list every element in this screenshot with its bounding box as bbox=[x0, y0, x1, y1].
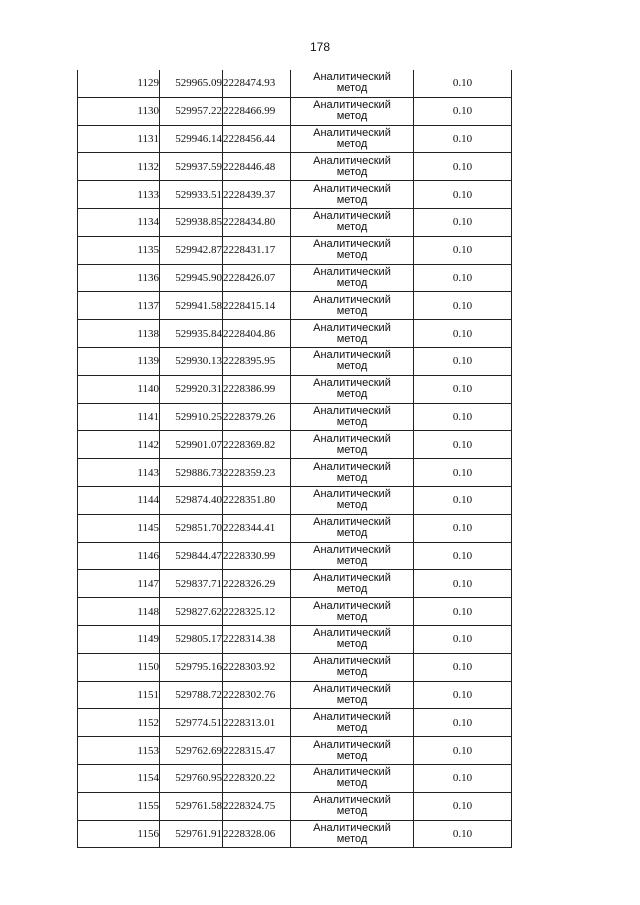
table-row bbox=[78, 709, 512, 737]
y-coordinate-cell: 2228303.92 bbox=[223, 653, 291, 681]
accuracy-cell: 0.10 bbox=[414, 542, 512, 570]
method-cell bbox=[291, 264, 414, 292]
table-row bbox=[78, 320, 512, 348]
method-line-1: Аналитический bbox=[313, 516, 391, 529]
table-row bbox=[78, 403, 512, 431]
method-line-2: метод bbox=[336, 360, 368, 373]
method-line-1: Аналитический bbox=[313, 126, 391, 139]
y-coordinate-cell: 2228404.86 bbox=[223, 320, 291, 348]
accuracy-cell: 0.10 bbox=[414, 153, 512, 181]
table-row bbox=[78, 542, 512, 570]
method-line-2: метод bbox=[336, 82, 368, 95]
x-coordinate-cell: 529910.25 bbox=[160, 403, 223, 431]
method-cell bbox=[291, 542, 414, 570]
point-number-cell: 1143 bbox=[78, 459, 160, 487]
table-row bbox=[78, 153, 512, 181]
x-coordinate-cell: 529941.58 bbox=[160, 292, 223, 320]
point-number-cell: 1152 bbox=[78, 709, 160, 737]
method-line-1: Аналитический bbox=[313, 682, 391, 695]
point-number-cell: 1145 bbox=[78, 514, 160, 542]
method-cell bbox=[291, 709, 414, 737]
method-line-2: метод bbox=[336, 110, 368, 123]
y-coordinate-cell: 2228320.22 bbox=[223, 764, 291, 792]
method-cell bbox=[291, 403, 414, 431]
accuracy-cell: 0.10 bbox=[414, 820, 512, 848]
y-coordinate-cell: 2228330.99 bbox=[223, 542, 291, 570]
table-row bbox=[78, 97, 512, 125]
coordinates-table-body bbox=[78, 70, 512, 848]
table-row bbox=[78, 737, 512, 765]
x-coordinate-cell: 529937.59 bbox=[160, 153, 223, 181]
method-line-2: метод bbox=[336, 554, 368, 567]
x-coordinate-cell: 529945.90 bbox=[160, 264, 223, 292]
method-line-1: Аналитический bbox=[313, 794, 391, 807]
y-coordinate-cell: 2228386.99 bbox=[223, 375, 291, 403]
point-number-cell: 1149 bbox=[78, 625, 160, 653]
method-line-1: Аналитический bbox=[313, 154, 391, 167]
y-coordinate-cell: 2228466.99 bbox=[223, 97, 291, 125]
page-number: 178 bbox=[309, 40, 331, 54]
method-line-2: метод bbox=[336, 527, 368, 540]
y-coordinate-cell: 2228474.93 bbox=[223, 70, 291, 97]
accuracy-cell: 0.10 bbox=[414, 764, 512, 792]
x-coordinate-cell: 529851.70 bbox=[160, 514, 223, 542]
method-line-1: Аналитический bbox=[313, 460, 391, 473]
method-line-1: Аналитический bbox=[313, 404, 391, 417]
method-line-2: метод bbox=[336, 666, 368, 679]
accuracy-cell: 0.10 bbox=[414, 681, 512, 709]
accuracy-cell: 0.10 bbox=[414, 431, 512, 459]
point-number-cell: 1156 bbox=[78, 820, 160, 848]
method-cell bbox=[291, 181, 414, 209]
method-line-1: Аналитический bbox=[313, 599, 391, 612]
accuracy-cell: 0.10 bbox=[414, 375, 512, 403]
method-line-1: Аналитический bbox=[313, 238, 391, 251]
method-cell bbox=[291, 764, 414, 792]
method-line-2: метод bbox=[336, 582, 368, 595]
accuracy-cell: 0.10 bbox=[414, 459, 512, 487]
accuracy-cell: 0.10 bbox=[414, 792, 512, 820]
x-coordinate-cell: 529957.22 bbox=[160, 97, 223, 125]
x-coordinate-cell: 529827.62 bbox=[160, 598, 223, 626]
point-number-cell: 1142 bbox=[78, 431, 160, 459]
point-number-cell: 1150 bbox=[78, 653, 160, 681]
accuracy-cell: 0.10 bbox=[414, 486, 512, 514]
table-row bbox=[78, 264, 512, 292]
y-coordinate-cell: 2228359.23 bbox=[223, 459, 291, 487]
accuracy-cell: 0.10 bbox=[414, 570, 512, 598]
method-line-1: Аналитический bbox=[313, 571, 391, 584]
method-line-2: метод bbox=[336, 693, 368, 706]
x-coordinate-cell: 529805.17 bbox=[160, 625, 223, 653]
x-coordinate-cell: 529874.40 bbox=[160, 486, 223, 514]
method-cell bbox=[291, 431, 414, 459]
accuracy-cell: 0.10 bbox=[414, 181, 512, 209]
point-number-cell: 1144 bbox=[78, 486, 160, 514]
method-line-2: метод bbox=[336, 749, 368, 762]
point-number-cell: 1130 bbox=[78, 97, 160, 125]
table-row bbox=[78, 347, 512, 375]
method-line-2: метод bbox=[336, 221, 368, 234]
method-cell bbox=[291, 681, 414, 709]
y-coordinate-cell: 2228434.80 bbox=[223, 208, 291, 236]
method-cell bbox=[291, 292, 414, 320]
y-coordinate-cell: 2228351.80 bbox=[223, 486, 291, 514]
method-cell bbox=[291, 97, 414, 125]
x-coordinate-cell: 529946.14 bbox=[160, 125, 223, 153]
method-line-2: метод bbox=[336, 193, 368, 206]
point-number-cell: 1135 bbox=[78, 236, 160, 264]
method-line-2: метод bbox=[336, 249, 368, 262]
point-number-cell: 1139 bbox=[78, 347, 160, 375]
x-coordinate-cell: 529774.51 bbox=[160, 709, 223, 737]
x-coordinate-cell: 529761.58 bbox=[160, 792, 223, 820]
x-coordinate-cell: 529920.31 bbox=[160, 375, 223, 403]
method-line-1: Аналитический bbox=[313, 349, 391, 362]
table-row bbox=[78, 486, 512, 514]
x-coordinate-cell: 529901.07 bbox=[160, 431, 223, 459]
point-number-cell: 1141 bbox=[78, 403, 160, 431]
method-line-2: метод bbox=[336, 610, 368, 623]
method-line-1: Аналитический bbox=[313, 655, 391, 668]
table-row bbox=[78, 820, 512, 848]
y-coordinate-cell: 2228446.48 bbox=[223, 153, 291, 181]
method-cell bbox=[291, 347, 414, 375]
y-coordinate-cell: 2228456.44 bbox=[223, 125, 291, 153]
method-line-2: метод bbox=[336, 471, 368, 484]
accuracy-cell: 0.10 bbox=[414, 97, 512, 125]
y-coordinate-cell: 2228344.41 bbox=[223, 514, 291, 542]
method-line-1: Аналитический bbox=[313, 488, 391, 501]
method-cell bbox=[291, 320, 414, 348]
accuracy-cell: 0.10 bbox=[414, 264, 512, 292]
accuracy-cell: 0.10 bbox=[414, 70, 512, 97]
y-coordinate-cell: 2228369.82 bbox=[223, 431, 291, 459]
table-row bbox=[78, 570, 512, 598]
x-coordinate-cell: 529965.09 bbox=[160, 70, 223, 97]
method-line-1: Аналитический bbox=[313, 321, 391, 334]
accuracy-cell: 0.10 bbox=[414, 598, 512, 626]
x-coordinate-cell: 529938.85 bbox=[160, 208, 223, 236]
method-cell bbox=[291, 514, 414, 542]
method-line-1: Аналитический bbox=[313, 99, 391, 112]
point-number-cell: 1147 bbox=[78, 570, 160, 598]
method-line-1: Аналитический bbox=[313, 627, 391, 640]
y-coordinate-cell: 2228395.95 bbox=[223, 347, 291, 375]
x-coordinate-cell: 529761.91 bbox=[160, 820, 223, 848]
method-line-2: метод bbox=[336, 443, 368, 456]
method-cell bbox=[291, 486, 414, 514]
point-number-cell: 1129 bbox=[78, 70, 160, 97]
y-coordinate-cell: 2228439.37 bbox=[223, 181, 291, 209]
x-coordinate-cell: 529762.69 bbox=[160, 737, 223, 765]
accuracy-cell: 0.10 bbox=[414, 236, 512, 264]
method-cell bbox=[291, 598, 414, 626]
method-cell bbox=[291, 375, 414, 403]
accuracy-cell: 0.10 bbox=[414, 709, 512, 737]
point-number-cell: 1131 bbox=[78, 125, 160, 153]
accuracy-cell: 0.10 bbox=[414, 125, 512, 153]
x-coordinate-cell: 529886.73 bbox=[160, 459, 223, 487]
table-row bbox=[78, 125, 512, 153]
table-row bbox=[78, 764, 512, 792]
method-line-1: Аналитический bbox=[313, 738, 391, 751]
table-row bbox=[78, 625, 512, 653]
point-number-cell: 1134 bbox=[78, 208, 160, 236]
method-line-2: метод bbox=[336, 388, 368, 401]
method-line-1: Аналитический bbox=[313, 377, 391, 390]
y-coordinate-cell: 2228313.01 bbox=[223, 709, 291, 737]
method-cell bbox=[291, 459, 414, 487]
x-coordinate-cell: 529760.95 bbox=[160, 764, 223, 792]
accuracy-cell: 0.10 bbox=[414, 292, 512, 320]
method-line-2: метод bbox=[336, 832, 368, 845]
x-coordinate-cell: 529933.51 bbox=[160, 181, 223, 209]
table-row bbox=[78, 236, 512, 264]
method-cell bbox=[291, 570, 414, 598]
method-line-1: Аналитический bbox=[313, 432, 391, 445]
method-cell bbox=[291, 153, 414, 181]
accuracy-cell: 0.10 bbox=[414, 403, 512, 431]
x-coordinate-cell: 529942.87 bbox=[160, 236, 223, 264]
method-line-1: Аналитический bbox=[313, 766, 391, 779]
method-line-2: метод bbox=[336, 137, 368, 150]
accuracy-cell: 0.10 bbox=[414, 320, 512, 348]
point-number-cell: 1151 bbox=[78, 681, 160, 709]
y-coordinate-cell: 2228326.29 bbox=[223, 570, 291, 598]
method-cell bbox=[291, 208, 414, 236]
table-row bbox=[78, 208, 512, 236]
x-coordinate-cell: 529837.71 bbox=[160, 570, 223, 598]
method-cell bbox=[291, 792, 414, 820]
method-cell bbox=[291, 625, 414, 653]
point-number-cell: 1154 bbox=[78, 764, 160, 792]
method-line-2: метод bbox=[336, 165, 368, 178]
method-line-2: метод bbox=[336, 304, 368, 317]
point-number-cell: 1153 bbox=[78, 737, 160, 765]
y-coordinate-cell: 2228324.75 bbox=[223, 792, 291, 820]
method-line-1: Аналитический bbox=[313, 265, 391, 278]
method-line-1: Аналитический bbox=[313, 210, 391, 223]
accuracy-cell: 0.10 bbox=[414, 347, 512, 375]
table-row bbox=[78, 70, 512, 97]
method-cell bbox=[291, 820, 414, 848]
table-row bbox=[78, 375, 512, 403]
y-coordinate-cell: 2228426.07 bbox=[223, 264, 291, 292]
y-coordinate-cell: 2228431.17 bbox=[223, 236, 291, 264]
method-line-2: метод bbox=[336, 276, 368, 289]
accuracy-cell: 0.10 bbox=[414, 625, 512, 653]
point-number-cell: 1133 bbox=[78, 181, 160, 209]
method-line-2: метод bbox=[336, 499, 368, 512]
method-line-2: метод bbox=[336, 332, 368, 345]
method-line-1: Аналитический bbox=[313, 543, 391, 556]
method-line-2: метод bbox=[336, 721, 368, 734]
coordinates-table bbox=[77, 70, 512, 848]
method-line-2: метод bbox=[336, 805, 368, 818]
accuracy-cell: 0.10 bbox=[414, 737, 512, 765]
method-line-1: Аналитический bbox=[313, 821, 391, 834]
table-row bbox=[78, 681, 512, 709]
method-line-2: метод bbox=[336, 638, 368, 651]
y-coordinate-cell: 2228379.26 bbox=[223, 403, 291, 431]
y-coordinate-cell: 2228314.38 bbox=[223, 625, 291, 653]
method-line-2: метод bbox=[336, 415, 368, 428]
x-coordinate-cell: 529788.72 bbox=[160, 681, 223, 709]
accuracy-cell: 0.10 bbox=[414, 514, 512, 542]
table-row bbox=[78, 181, 512, 209]
x-coordinate-cell: 529935.84 bbox=[160, 320, 223, 348]
point-number-cell: 1148 bbox=[78, 598, 160, 626]
method-cell bbox=[291, 125, 414, 153]
y-coordinate-cell: 2228315.47 bbox=[223, 737, 291, 765]
method-line-1: Аналитический bbox=[313, 710, 391, 723]
table-row bbox=[78, 598, 512, 626]
table-row bbox=[78, 459, 512, 487]
x-coordinate-cell: 529844.47 bbox=[160, 542, 223, 570]
table-row bbox=[78, 431, 512, 459]
accuracy-cell: 0.10 bbox=[414, 208, 512, 236]
y-coordinate-cell: 2228325.12 bbox=[223, 598, 291, 626]
x-coordinate-cell: 529930.13 bbox=[160, 347, 223, 375]
accuracy-cell: 0.10 bbox=[414, 653, 512, 681]
point-number-cell: 1132 bbox=[78, 153, 160, 181]
method-line-1: Аналитический bbox=[313, 293, 391, 306]
point-number-cell: 1155 bbox=[78, 792, 160, 820]
y-coordinate-cell: 2228328.06 bbox=[223, 820, 291, 848]
method-line-1: Аналитический bbox=[313, 71, 391, 84]
table-row bbox=[78, 292, 512, 320]
point-number-cell: 1138 bbox=[78, 320, 160, 348]
table-row bbox=[78, 653, 512, 681]
method-line-2: метод bbox=[336, 777, 368, 790]
point-number-cell: 1137 bbox=[78, 292, 160, 320]
method-line-1: Аналитический bbox=[313, 182, 391, 195]
y-coordinate-cell: 2228415.14 bbox=[223, 292, 291, 320]
table-row bbox=[78, 792, 512, 820]
point-number-cell: 1140 bbox=[78, 375, 160, 403]
method-cell bbox=[291, 653, 414, 681]
method-cell bbox=[291, 236, 414, 264]
x-coordinate-cell: 529795.16 bbox=[160, 653, 223, 681]
method-cell bbox=[291, 70, 414, 97]
table-row bbox=[78, 514, 512, 542]
y-coordinate-cell: 2228302.76 bbox=[223, 681, 291, 709]
point-number-cell: 1146 bbox=[78, 542, 160, 570]
point-number-cell: 1136 bbox=[78, 264, 160, 292]
method-cell bbox=[291, 737, 414, 765]
